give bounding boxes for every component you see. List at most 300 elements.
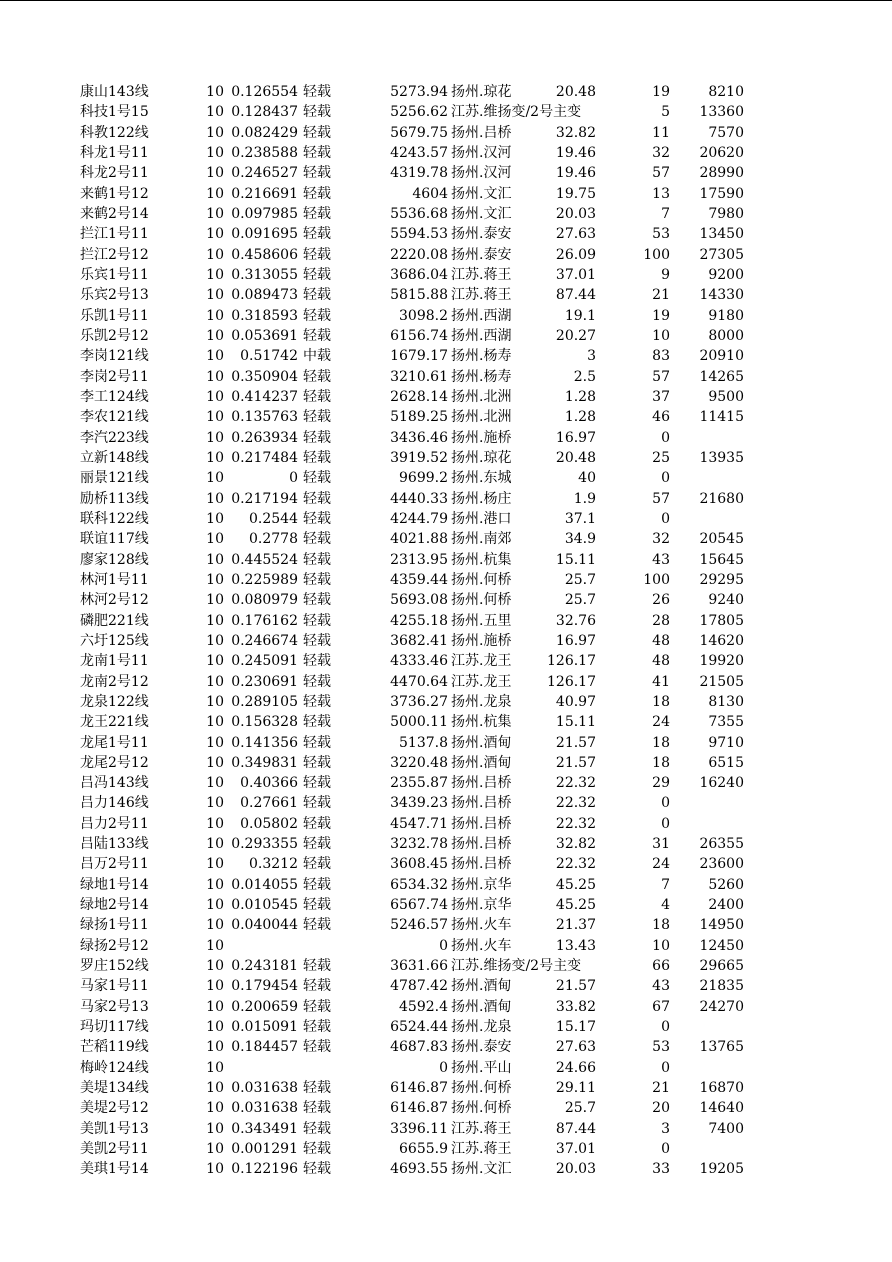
table-row (0, 590, 892, 610)
capacity-cell: 24270 (699, 998, 744, 1015)
voltage-cell: 10 (206, 795, 224, 812)
line-name-cell: 龙南1号11 (80, 653, 149, 670)
substation-cell: 江苏.龙王 (451, 653, 512, 670)
substation-cell: 扬州.文汇 (451, 185, 512, 202)
capacity-cell: 14620 (699, 632, 744, 649)
value-cell: 6146.87 (390, 1080, 448, 1097)
load-status-cell: 轻载 (303, 368, 331, 385)
load-rate-cell: 0.156328 (231, 714, 298, 731)
count-cell: 24 (652, 714, 670, 731)
table-row (0, 306, 892, 326)
value-cell: 3210.61 (390, 368, 448, 385)
length-cell: 40 (578, 470, 596, 487)
count-cell: 43 (652, 978, 670, 995)
substation-cell: 扬州.五里 (451, 612, 512, 629)
value-cell: 5679.75 (390, 124, 448, 141)
load-rate-cell: 0.263934 (231, 429, 298, 446)
capacity-cell: 7980 (708, 205, 744, 222)
substation-cell: 扬州.火车 (451, 917, 512, 934)
value-cell: 3686.04 (390, 266, 448, 283)
count-cell: 29 (652, 775, 670, 792)
value-cell: 5256.62 (390, 104, 448, 121)
capacity-cell: 14950 (699, 917, 744, 934)
load-rate-cell: 0.225989 (231, 571, 298, 588)
count-cell: 100 (643, 571, 670, 588)
load-rate-cell: 0 (289, 470, 298, 487)
table-row (0, 834, 892, 854)
load-status-cell: 轻载 (303, 917, 331, 934)
length-cell: 45.25 (555, 897, 596, 914)
table-row (0, 631, 892, 651)
line-name-cell: 李工124线 (80, 388, 149, 405)
value-cell: 5000.11 (390, 714, 448, 731)
length-cell: 126.17 (547, 673, 596, 690)
load-status-cell: 中载 (303, 348, 331, 365)
table-row (0, 976, 892, 996)
voltage-cell: 10 (206, 531, 224, 548)
value-cell: 6146.87 (390, 1100, 448, 1117)
load-status-cell: 轻载 (303, 693, 331, 710)
line-name-cell: 丽景121线 (80, 470, 149, 487)
count-cell: 43 (652, 551, 670, 568)
value-cell: 4687.83 (390, 1039, 448, 1056)
length-cell: 22.32 (555, 856, 596, 873)
voltage-cell: 10 (206, 1161, 224, 1178)
table-row (0, 428, 892, 448)
substation-cell: 扬州.杨寿 (451, 368, 512, 385)
length-cell: 1.28 (564, 388, 596, 405)
line-name-cell: 科技1号15 (80, 104, 149, 121)
line-name-cell: 美凯2号11 (80, 1141, 149, 1158)
load-rate-cell: 0.135763 (231, 409, 298, 426)
length-cell: 87.44 (555, 287, 596, 304)
capacity-cell: 14265 (699, 368, 744, 385)
load-status-cell: 轻载 (303, 490, 331, 507)
line-name-cell: 龙南2号12 (80, 673, 149, 690)
value-cell: 0 (439, 1059, 448, 1076)
count-cell: 7 (661, 205, 670, 222)
load-rate-cell: 0.031638 (231, 1100, 298, 1117)
count-cell: 20 (652, 1100, 670, 1117)
length-cell: 45.25 (555, 876, 596, 893)
substation-cell: 扬州.龙泉 (451, 693, 512, 710)
value-cell: 3098.2 (399, 307, 448, 324)
line-name-cell: 立新148线 (80, 449, 149, 466)
load-status-cell: 轻载 (303, 1120, 331, 1137)
load-rate-cell: 0.080979 (231, 592, 298, 609)
line-name-cell: 来鹤2号14 (80, 205, 149, 222)
load-status-cell: 轻载 (303, 266, 331, 283)
table-row (0, 915, 892, 935)
voltage-cell: 10 (206, 510, 224, 527)
line-name-cell: 绿地2号14 (80, 897, 149, 914)
table-row (0, 326, 892, 346)
load-rate-cell: 0.51742 (240, 348, 298, 365)
voltage-cell: 10 (206, 205, 224, 222)
load-status-cell: 轻载 (303, 1161, 331, 1178)
capacity-cell: 28990 (699, 165, 744, 182)
substation-cell: 扬州.泰安 (451, 1039, 512, 1056)
capacity-cell: 23600 (699, 856, 744, 873)
capacity-cell: 9240 (708, 592, 744, 609)
value-cell: 3919.52 (390, 449, 448, 466)
substation-cell: 扬州.泰安 (451, 226, 512, 243)
length-cell: 87.44 (555, 1120, 596, 1137)
substation-cell: 扬州.文汇 (451, 205, 512, 222)
table-row (0, 895, 892, 915)
table-row (0, 367, 892, 387)
value-cell: 5594.53 (390, 226, 448, 243)
count-cell: 4 (661, 897, 670, 914)
capacity-cell: 17590 (699, 185, 744, 202)
load-status-cell: 轻载 (303, 551, 331, 568)
table-row (0, 1159, 892, 1179)
count-cell: 41 (652, 673, 670, 690)
voltage-cell: 10 (206, 266, 224, 283)
count-cell: 48 (652, 632, 670, 649)
table-row (0, 163, 892, 183)
line-name-cell: 六圩125线 (80, 632, 149, 649)
length-cell: 19.46 (555, 144, 596, 161)
load-status-cell: 轻载 (303, 978, 331, 995)
value-cell: 6534.32 (390, 876, 448, 893)
load-status-cell: 轻载 (303, 165, 331, 182)
length-cell: 3 (587, 348, 596, 365)
load-status-cell: 轻载 (303, 673, 331, 690)
substation-cell: 扬州.京华 (451, 876, 512, 893)
load-status-cell: 轻载 (303, 124, 331, 141)
load-rate-cell: 0.245091 (231, 653, 298, 670)
length-cell: 15.11 (555, 551, 596, 568)
length-cell: 21.57 (555, 978, 596, 995)
value-cell: 5273.94 (390, 84, 448, 100)
count-cell: 10 (652, 937, 670, 954)
count-cell: 67 (652, 998, 670, 1015)
voltage-cell: 10 (206, 449, 224, 466)
table-row (0, 1098, 892, 1118)
table-row (0, 753, 892, 773)
capacity-cell: 11415 (699, 409, 744, 426)
capacity-cell: 16870 (699, 1080, 744, 1097)
value-cell: 3220.48 (390, 754, 448, 771)
line-name-cell: 来鹤1号12 (80, 185, 149, 202)
line-name-cell: 李岗121线 (80, 348, 149, 365)
count-cell: 0 (661, 1019, 670, 1036)
line-name-cell: 乐宾2号13 (80, 287, 149, 304)
table-row (0, 733, 892, 753)
table-row (0, 672, 892, 692)
voltage-cell: 10 (206, 490, 224, 507)
length-cell: 27.63 (555, 226, 596, 243)
voltage-cell: 10 (206, 734, 224, 751)
voltage-cell: 10 (206, 978, 224, 995)
table-row (0, 184, 892, 204)
table-row (0, 346, 892, 366)
voltage-cell: 10 (206, 653, 224, 670)
load-status-cell: 轻载 (303, 226, 331, 243)
load-rate-cell: 0.458606 (231, 246, 298, 263)
line-name-cell: 绿地1号14 (80, 876, 149, 893)
count-cell: 18 (652, 693, 670, 710)
length-cell: 20.27 (555, 327, 596, 344)
count-cell: 33 (652, 1161, 670, 1178)
count-cell: 18 (652, 754, 670, 771)
table-row (0, 793, 892, 813)
substation-cell: 扬州.琼花 (451, 449, 512, 466)
load-rate-cell: 0.179454 (231, 978, 298, 995)
line-name-cell: 拦江1号11 (80, 226, 149, 243)
line-name-cell: 联科122线 (80, 510, 149, 527)
length-cell: 16.97 (555, 632, 596, 649)
load-rate-cell: 0.128437 (231, 104, 298, 121)
load-rate-cell: 0.293355 (231, 836, 298, 853)
substation-cell: 扬州.汉河 (451, 165, 512, 182)
capacity-cell: 8000 (708, 327, 744, 344)
value-cell: 4255.18 (390, 612, 448, 629)
load-status-cell: 轻载 (303, 836, 331, 853)
line-name-cell: 联谊117线 (80, 531, 149, 548)
capacity-cell: 9200 (708, 266, 744, 283)
capacity-cell: 7355 (708, 714, 744, 731)
length-cell: 32.82 (555, 124, 596, 141)
voltage-cell: 10 (206, 612, 224, 629)
length-cell: 13.43 (555, 937, 596, 954)
spreadsheet-table (0, 82, 892, 1180)
value-cell: 2628.14 (390, 388, 448, 405)
value-cell: 6655.9 (399, 1141, 448, 1158)
load-rate-cell: 0.246674 (231, 632, 298, 649)
voltage-cell: 10 (206, 937, 224, 954)
capacity-cell: 29295 (699, 571, 744, 588)
capacity-cell: 2400 (708, 897, 744, 914)
voltage-cell: 10 (206, 1080, 224, 1097)
capacity-cell: 7400 (708, 1120, 744, 1137)
voltage-cell: 10 (206, 876, 224, 893)
capacity-cell: 8130 (708, 693, 744, 710)
length-cell: 25.7 (564, 571, 596, 588)
load-rate-cell: 0.2544 (249, 510, 298, 527)
length-cell: 26.09 (555, 246, 596, 263)
load-rate-cell: 0.126554 (231, 84, 298, 100)
table-row (0, 875, 892, 895)
voltage-cell: 10 (206, 1059, 224, 1076)
voltage-cell: 10 (206, 327, 224, 344)
capacity-cell: 13765 (699, 1039, 744, 1056)
table-row (0, 224, 892, 244)
table-row (0, 448, 892, 468)
count-cell: 100 (643, 246, 670, 263)
substation-cell: 扬州.何桥 (451, 1080, 512, 1097)
table-row (0, 570, 892, 590)
voltage-cell: 10 (206, 693, 224, 710)
load-status-cell: 轻载 (303, 531, 331, 548)
load-status-cell: 轻载 (303, 429, 331, 446)
length-cell: 21.57 (555, 734, 596, 751)
load-status-cell: 轻载 (303, 246, 331, 263)
voltage-cell: 10 (206, 632, 224, 649)
load-rate-cell: 0.141356 (231, 734, 298, 751)
load-status-cell: 轻载 (303, 734, 331, 751)
substation-cell: 扬州.杨寿 (451, 348, 512, 365)
voltage-cell: 10 (206, 856, 224, 873)
length-cell: 29.11 (555, 1080, 596, 1097)
load-status-cell: 轻载 (303, 958, 331, 975)
load-rate-cell: 0.217484 (231, 449, 298, 466)
count-cell: 0 (661, 1141, 670, 1158)
value-cell: 5137.8 (399, 734, 448, 751)
length-cell: 32.82 (555, 836, 596, 853)
table-row (0, 407, 892, 427)
table-row (0, 550, 892, 570)
load-status-cell: 轻载 (303, 327, 331, 344)
count-cell: 53 (652, 1039, 670, 1056)
capacity-cell: 15645 (699, 551, 744, 568)
voltage-cell: 10 (206, 897, 224, 914)
line-name-cell: 梅岭124线 (80, 1059, 149, 1076)
load-rate-cell: 0.184457 (231, 1039, 298, 1056)
load-rate-cell: 0.031638 (231, 1080, 298, 1097)
count-cell: 32 (652, 531, 670, 548)
count-cell: 10 (652, 327, 670, 344)
value-cell: 3736.27 (390, 693, 448, 710)
count-cell: 19 (652, 84, 670, 100)
table-row (0, 489, 892, 509)
substation-cell: 扬州.平山 (451, 1059, 512, 1076)
voltage-cell: 10 (206, 714, 224, 731)
load-rate-cell: 0.089473 (231, 287, 298, 304)
capacity-cell: 21680 (699, 490, 744, 507)
table-row (0, 285, 892, 305)
length-cell: 126.17 (547, 653, 596, 670)
load-rate-cell: 0.010545 (231, 897, 298, 914)
capacity-cell: 17805 (699, 612, 744, 629)
load-rate-cell: 0.3212 (249, 856, 298, 873)
voltage-cell: 10 (206, 124, 224, 141)
substation-cell: 扬州.酒甸 (451, 978, 512, 995)
table-row (0, 82, 892, 102)
line-name-cell: 康山143线 (80, 84, 149, 100)
value-cell: 4319.78 (390, 165, 448, 182)
count-cell: 11 (652, 124, 670, 141)
substation-cell: 扬州.火车 (451, 937, 512, 954)
capacity-cell: 16240 (699, 775, 744, 792)
substation-cell: 扬州.吕桥 (451, 795, 512, 812)
count-cell: 53 (652, 226, 670, 243)
load-rate-cell: 0.246527 (231, 165, 298, 182)
substation-cell: 扬州.东城 (451, 470, 512, 487)
value-cell: 4470.64 (390, 673, 448, 690)
voltage-cell: 10 (206, 673, 224, 690)
load-rate-cell: 0.230691 (231, 673, 298, 690)
count-cell: 5 (661, 104, 670, 121)
line-name-cell: 廖家128线 (80, 551, 149, 568)
capacity-cell: 8210 (708, 84, 744, 100)
load-rate-cell: 0.40366 (240, 775, 298, 792)
value-cell: 3396.11 (390, 1120, 448, 1137)
value-cell: 4440.33 (390, 490, 448, 507)
line-name-cell: 玛切117线 (80, 1019, 149, 1036)
voltage-cell: 10 (206, 775, 224, 792)
value-cell: 3608.45 (390, 856, 448, 873)
substation-cell: 扬州.吕桥 (451, 856, 512, 873)
capacity-cell: 20910 (699, 348, 744, 365)
value-cell: 2313.95 (390, 551, 448, 568)
value-cell: 6156.74 (390, 327, 448, 344)
substation-cell: 扬州.酒甸 (451, 754, 512, 771)
voltage-cell: 10 (206, 165, 224, 182)
line-name-cell: 美凯1号13 (80, 1120, 149, 1137)
line-name-cell: 科龙1号11 (80, 144, 149, 161)
voltage-cell: 10 (206, 104, 224, 121)
substation-cell: 扬州.吕桥 (451, 836, 512, 853)
value-cell: 3232.78 (390, 836, 448, 853)
length-cell: 27.63 (555, 1039, 596, 1056)
substation-cell: 扬州.吕桥 (451, 775, 512, 792)
load-status-cell: 轻载 (303, 449, 331, 466)
value-cell: 2355.87 (390, 775, 448, 792)
load-status-cell: 轻载 (303, 84, 331, 100)
substation-cell: 江苏.龙王 (451, 673, 512, 690)
length-cell: 19.1 (564, 307, 596, 324)
length-cell: 2.5 (573, 368, 596, 385)
substation-cell: 扬州.酒甸 (451, 734, 512, 751)
voltage-cell: 10 (206, 84, 224, 100)
table-row (0, 204, 892, 224)
load-status-cell: 轻载 (303, 205, 331, 222)
voltage-cell: 10 (206, 754, 224, 771)
table-row (0, 692, 892, 712)
voltage-cell: 10 (206, 1100, 224, 1117)
line-name-cell: 吕力146线 (80, 795, 149, 812)
line-name-cell: 乐凯2号12 (80, 327, 149, 344)
voltage-cell: 10 (206, 409, 224, 426)
voltage-cell: 10 (206, 307, 224, 324)
length-cell: 33.82 (555, 998, 596, 1015)
line-name-cell: 罗庄152线 (80, 958, 149, 975)
count-cell: 31 (652, 836, 670, 853)
length-cell: 24.66 (555, 1059, 596, 1076)
length-cell: 15.17 (555, 1019, 596, 1036)
substation-cell: 扬州.杭集 (451, 551, 512, 568)
value-cell: 5693.08 (390, 592, 448, 609)
voltage-cell: 10 (206, 144, 224, 161)
line-name-cell: 绿扬2号12 (80, 937, 149, 954)
table-row (0, 143, 892, 163)
substation-cell: 扬州.北洲 (451, 409, 512, 426)
count-cell: 18 (652, 734, 670, 751)
length-cell: 20.48 (555, 449, 596, 466)
table-row (0, 997, 892, 1017)
load-status-cell: 轻载 (303, 876, 331, 893)
table-row (0, 956, 892, 976)
substation-cell: 扬州.何桥 (451, 592, 512, 609)
load-rate-cell: 0.217194 (231, 490, 298, 507)
load-rate-cell: 0.343491 (231, 1120, 298, 1137)
table-row (0, 1119, 892, 1139)
load-status-cell: 轻载 (303, 632, 331, 649)
load-status-cell: 轻载 (303, 510, 331, 527)
load-status-cell: 轻载 (303, 998, 331, 1015)
table-row (0, 387, 892, 407)
substation-cell: 江苏.蒋王 (451, 1141, 512, 1158)
load-rate-cell: 0.243181 (231, 958, 298, 975)
count-cell: 26 (652, 592, 670, 609)
load-status-cell: 轻载 (303, 185, 331, 202)
line-name-cell: 拦江2号12 (80, 246, 149, 263)
top-border (0, 0, 892, 1)
load-status-cell: 轻载 (303, 287, 331, 304)
line-name-cell: 绿扬1号11 (80, 917, 149, 934)
